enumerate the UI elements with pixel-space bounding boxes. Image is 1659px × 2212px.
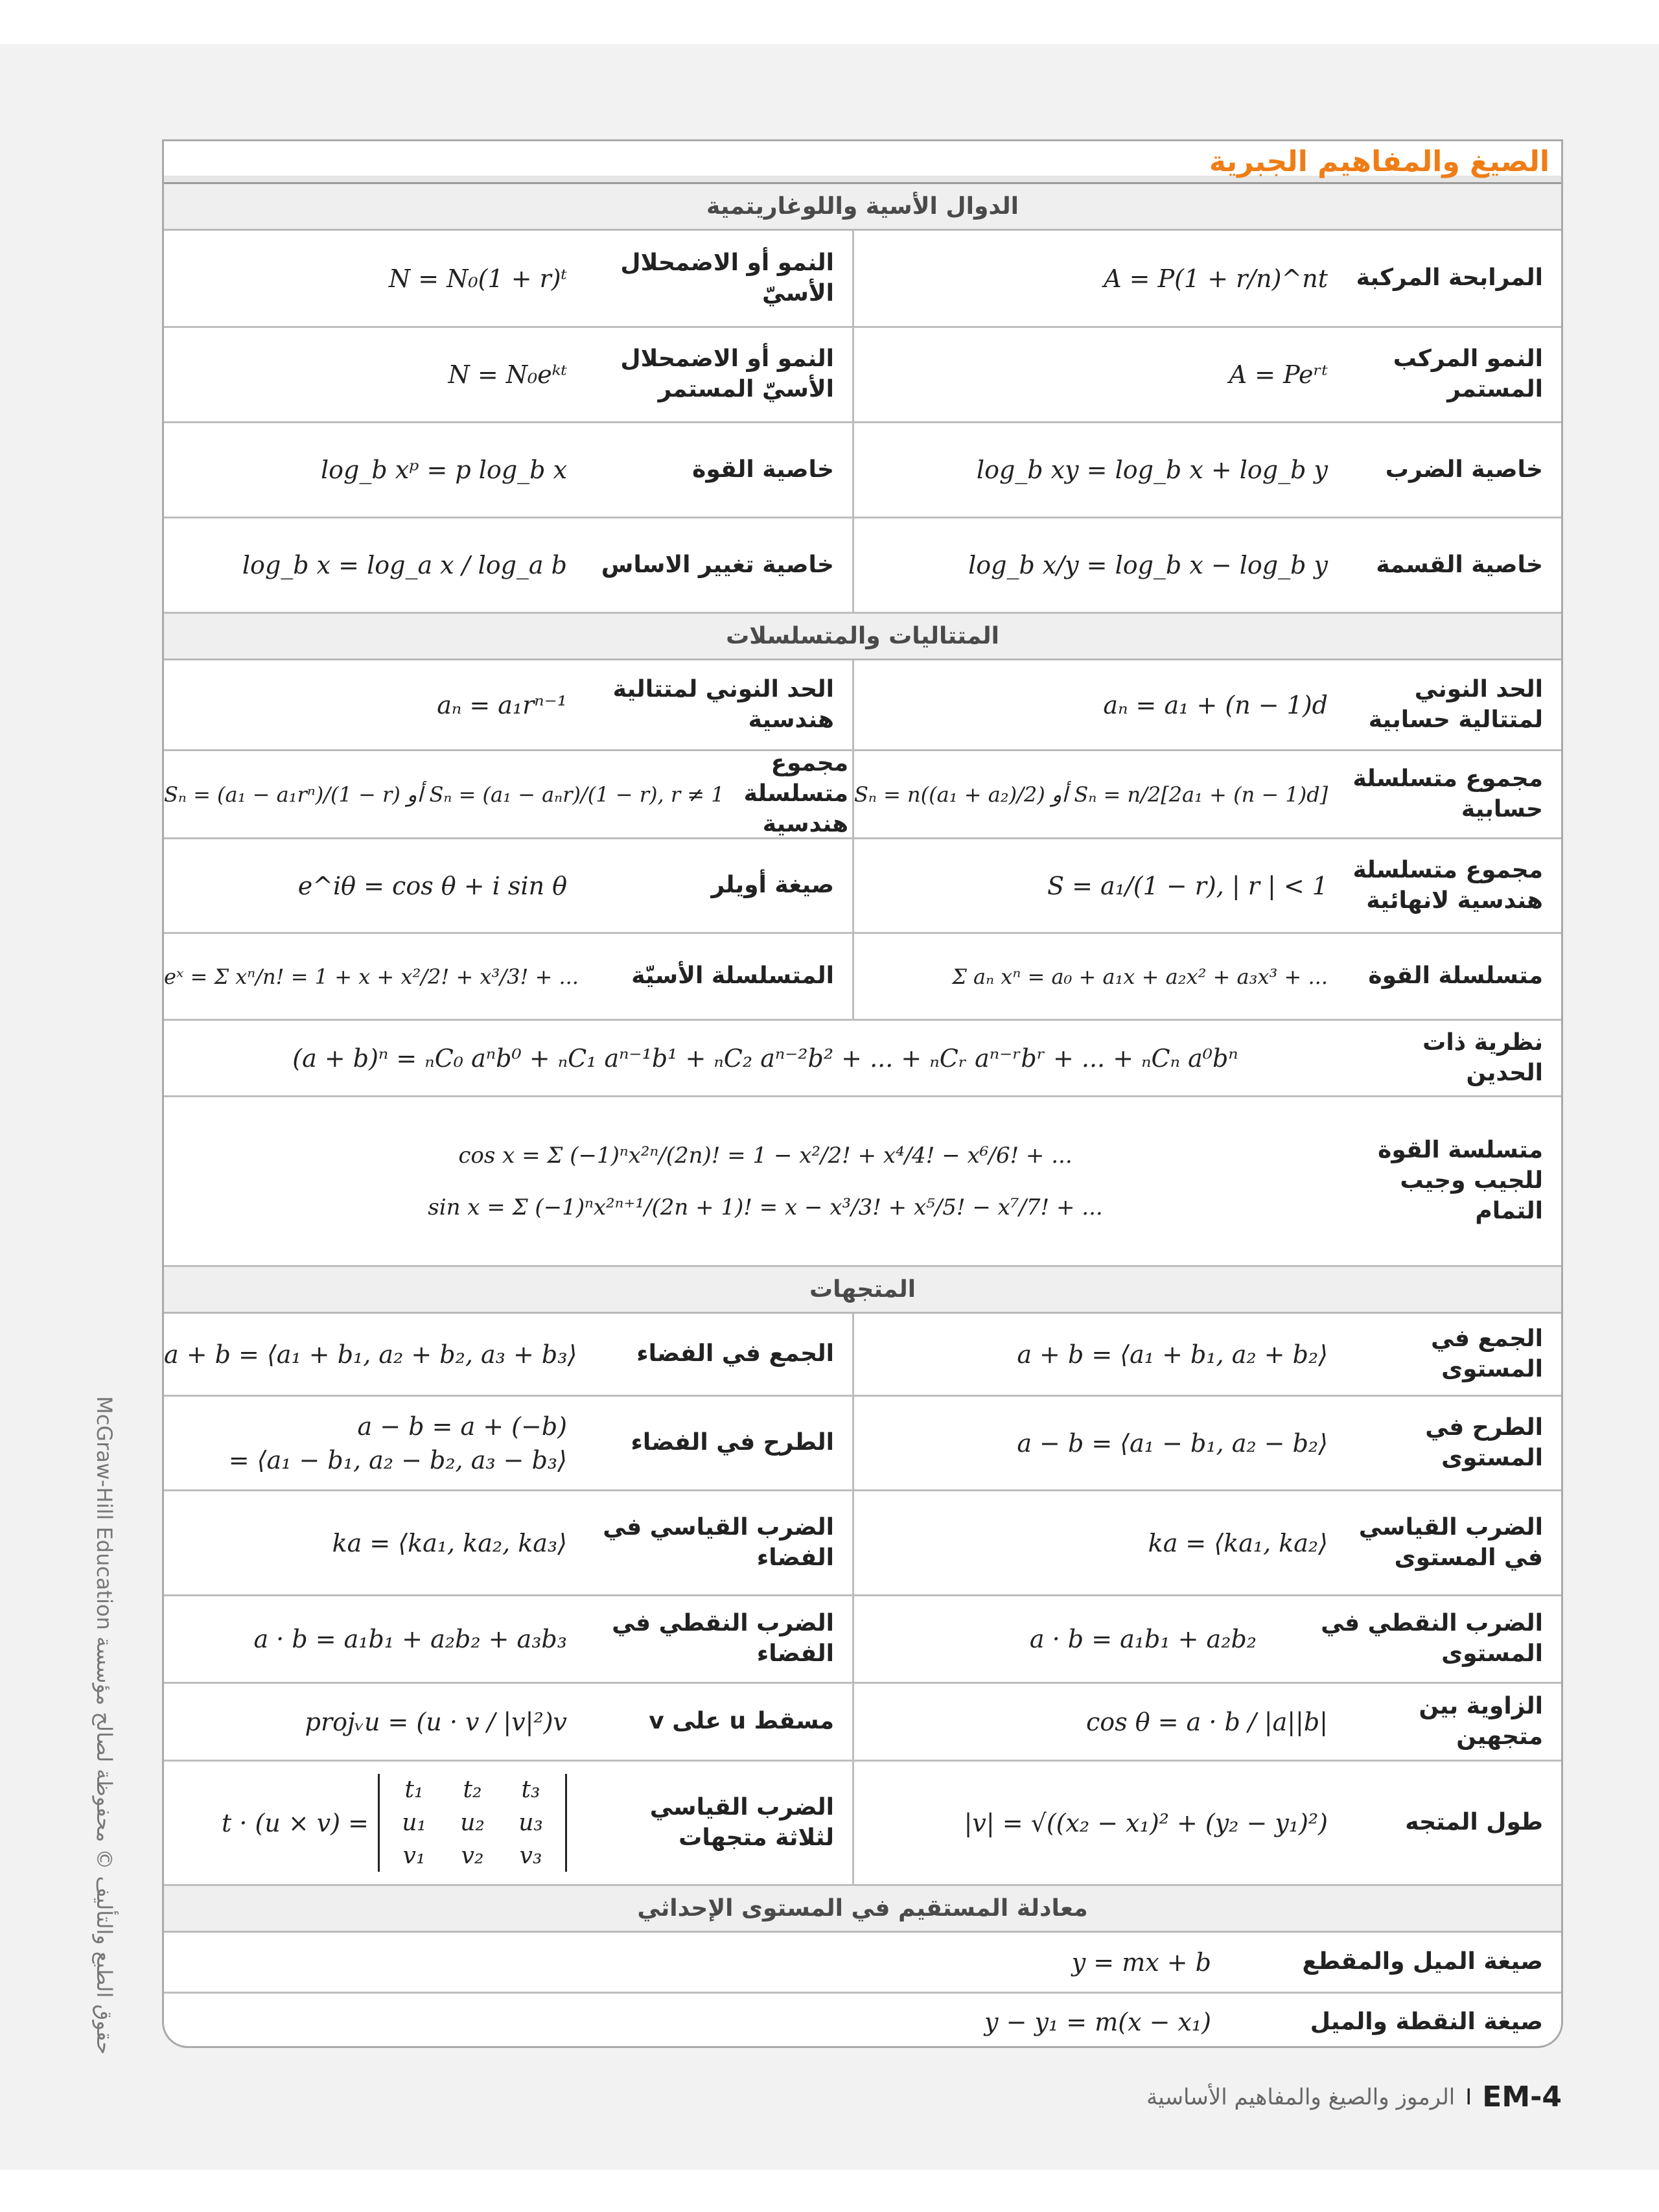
label-continuous-exp: النمو أو الاضمحلال الأسيّ المستمر [620, 345, 834, 402]
label-geom-sum: مجموع متسلسلة هندسية [743, 750, 849, 837]
table-row [164, 1097, 1561, 1267]
formula-exp-series: eˣ = Σ xⁿ/n! = 1 + x + x²/2! + x³/3! + ... [164, 964, 579, 989]
page-footer [1146, 2080, 1562, 2113]
label-compound-interest: المرابحة المركبة [1356, 264, 1543, 292]
formula-change-base: log_b x = log_a x / log_a b [242, 551, 567, 579]
matrix-entry: t₁ [404, 1776, 424, 1803]
formula-quotient-prop: log_b x/y = log_b x − log_b y [968, 551, 1328, 579]
label-nth-geom: الحد النوني لمتتالية هندسية [612, 675, 834, 733]
table-row [164, 839, 1561, 934]
panel-title: الصيغ والمفاهيم الجبرية [1209, 145, 1549, 178]
footer-separator: I [1465, 2084, 1472, 2110]
section-sequences: المتتاليات والمتسلسلات [164, 614, 1561, 660]
label-inf-geom: مجموع متسلسلة هندسية لانهائية [1352, 856, 1543, 914]
formula-cos-series: cos x = Σ (−1)ⁿx²ⁿ/(2n)! = 1 − x²/2! + x⁴/4! − x⁶/6! + ... [458, 1142, 1073, 1169]
label-exp-growth: النمو أو الاضمحلال الأسيّ [620, 249, 834, 307]
table-row [164, 518, 1561, 614]
table-row [164, 231, 1561, 328]
label-scalar-plane: الضرب القياسي في المستوى [1358, 1513, 1543, 1571]
panel-title-bar [164, 141, 1561, 184]
formula-dot-plane: a · b = a₁b₁ + a₂b₂ [1029, 1625, 1257, 1653]
label-magnitude: طول المتجه [1405, 1809, 1543, 1836]
formula-arith-sum: Sₙ = n((a₁ + a₂)/2) أو Sₙ = n/2[2a₁ + (n − 1)d] [854, 782, 1328, 807]
label-add-space: الجمع في الفضاء [636, 1340, 834, 1368]
formula-inf-geom: S = a₁/(1 − r), | r | < 1 [1047, 871, 1328, 900]
formula-panel [162, 139, 1563, 2048]
label-projection: مسقط u على v [649, 1708, 834, 1735]
formula-nth-geom: aₙ = a₁rⁿ⁻¹ [437, 690, 567, 719]
formula-power-series: Σ aₙ xⁿ = a₀ + a₁x + a₂x² + a₃x³ + ... [952, 964, 1328, 989]
table-row [164, 660, 1561, 751]
formula-add-space: a + b = ⟨a₁ + b₁, a₂ + b₂, a₃ + b₃⟩ [164, 1340, 577, 1369]
formula-point-slope: y − y₁ = m(x − x₁) [984, 2008, 1211, 2036]
label-triple: الضرب القياسي لثلاثة متجهات [649, 1793, 834, 1851]
formula-sub-plane: a − b = ⟨a₁ − b₁, a₂ − b₂⟩ [1017, 1428, 1328, 1458]
label-slope-intercept: صيغة الميل والمقطع [1302, 1948, 1543, 1975]
formula-triple-prefix: t · (u × v) = [221, 1808, 369, 1837]
table-row [164, 1933, 1561, 1994]
formula-sub-space-2: = ⟨a₁ − b₁, a₂ − b₂, a₃ − b₃⟩ [228, 1445, 567, 1474]
formula-continuous-exp: N = N₀eᵏᵗ [448, 360, 567, 389]
label-binomial: نظرية ذات الحدين [1422, 1029, 1543, 1086]
label-point-slope: صيغة النقطة والميل [1310, 2008, 1543, 2035]
formula-scalar-plane: ka = ⟨ka₁, ka₂⟩ [1148, 1528, 1328, 1557]
page-code: EM-4 [1482, 2080, 1562, 2113]
table-row [164, 1762, 1561, 1886]
matrix-entry: v₂ [461, 1843, 484, 1869]
table-row [164, 1684, 1561, 1762]
triple-product-matrix [378, 1774, 567, 1872]
label-dot-plane: الضرب النقطي في المستوى [1321, 1610, 1543, 1667]
formula-magnitude: |v| = √((x₂ − x₁)² + (y₂ − y₁)²) [964, 1808, 1328, 1837]
label-power-series: متسلسلة القوة [1368, 962, 1543, 990]
matrix-entry: v₃ [519, 1843, 542, 1869]
label-quotient-prop: خاصية القسمة [1376, 551, 1543, 578]
label-sub-space: الطرح في الفضاء [631, 1429, 834, 1456]
table-row [164, 1021, 1561, 1097]
formula-sin-series: sin x = Σ (−1)ⁿx²ⁿ⁺¹/(2n + 1)! = x − x³/3! + x⁵/5! − x⁷/7! + ... [428, 1194, 1103, 1220]
matrix-entry: u₁ [402, 1810, 426, 1836]
table-row [164, 1314, 1561, 1397]
formula-angle: cos θ = a · b / |a||b| [1086, 1707, 1328, 1736]
label-add-plane: الجمع في المستوى [1430, 1325, 1543, 1382]
label-product-prop: خاصية الضرب [1385, 456, 1543, 483]
label-power-prop: خاصية القوة [692, 456, 834, 483]
matrix-entry: u₂ [460, 1810, 485, 1836]
table-row [164, 1397, 1561, 1491]
label-dot-space: الضرب النقطي في الفضاء [612, 1610, 834, 1667]
formula-power-prop: log_b xᵖ = p log_b x [321, 456, 567, 484]
label-change-base: خاصية تغيير الاساس [601, 551, 834, 578]
formula-add-plane: a + b = ⟨a₁ + b₁, a₂ + b₂⟩ [1017, 1340, 1328, 1369]
formula-slope-intercept: y = mx + b [1071, 1948, 1211, 1977]
table-row [164, 934, 1561, 1021]
formula-euler: e^iθ = cos θ + i sin θ [297, 871, 567, 900]
matrix-entry: t₂ [463, 1776, 482, 1803]
table-row [164, 751, 1561, 839]
formula-compound-interest: A = P(1 + r/n)^nt [1104, 264, 1328, 293]
formula-product-prop: log_b xy = log_b x + log_b y [976, 456, 1328, 484]
formula-scalar-space: ka = ⟨ka₁, ka₂, ka₃⟩ [332, 1528, 567, 1557]
formula-nth-arith: aₙ = a₁ + (n − 1)d [1103, 690, 1328, 719]
matrix-entry: v₁ [402, 1843, 426, 1869]
formula-exp-growth: N = N₀(1 + r)ᵗ [388, 264, 567, 293]
table-row [164, 1596, 1561, 1684]
formula-projection: projᵥu = (u · v / |v|²)v [305, 1707, 567, 1736]
matrix-entry: t₃ [521, 1776, 540, 1803]
table-row [164, 328, 1561, 423]
label-angle: الزاوية بين متجهين [1419, 1692, 1543, 1750]
table-row [164, 1994, 1561, 2048]
copyright-side-text: حقوق الطبع والتأليف © محفوظة لصالح مؤسسة McGraw-Hill Education [92, 1396, 117, 2055]
formula-dot-space: a · b = a₁b₁ + a₂b₂ + a₃b₃ [253, 1625, 567, 1653]
label-arith-sum: مجموع متسلسلة حسابية [1352, 765, 1543, 822]
formula-binomial: (a + b)ⁿ = ₙC₀ aⁿb⁰ + ₙC₁ aⁿ⁻¹b¹ + ₙC₂ aⁿ⁻²b² + ... + ₙCᵣ aⁿ⁻ʳbʳ + ... + ₙCₙ a⁰bⁿ [292, 1043, 1238, 1073]
matrix-entry: u₃ [518, 1810, 543, 1836]
formula-geom-sum: Sₙ = (a₁ − a₁rⁿ)/(1 − r) أو Sₙ = (a₁ − aₙr)/(1 − r), r ≠ 1 [164, 782, 725, 807]
formula-sub-space-1: a − b = a + (−b) [357, 1412, 567, 1441]
footer-text: الرموز والصيغ والمفاهيم الأساسية [1146, 2084, 1456, 2110]
label-trig-series: متسلسة القوة للجيب وجيب التمام [1378, 1137, 1543, 1224]
table-row [164, 1491, 1561, 1596]
section-lines: معادلة المستقيم في المستوى الإحداثي [164, 1886, 1561, 1933]
label-sub-plane: الطرح في المستوى [1425, 1414, 1543, 1471]
formula-continuous-growth: A = Peʳᵗ [1229, 360, 1328, 389]
label-euler: صيغة أويلر [711, 872, 834, 899]
label-scalar-space: الضرب القياسي في الفضاء [603, 1513, 834, 1571]
section-exp-log: الدوال الأسية واللوغاريتمية [164, 184, 1561, 231]
label-continuous-growth: النمو المركب المستمر [1393, 345, 1543, 402]
label-exp-series: المتسلسلة الأسيّة [631, 962, 834, 990]
section-vectors: المتجهات [164, 1267, 1561, 1314]
table-row [164, 423, 1561, 518]
top-band [0, 0, 1659, 44]
label-nth-arith: الحد النوني لمتتالية حسابية [1368, 675, 1543, 733]
